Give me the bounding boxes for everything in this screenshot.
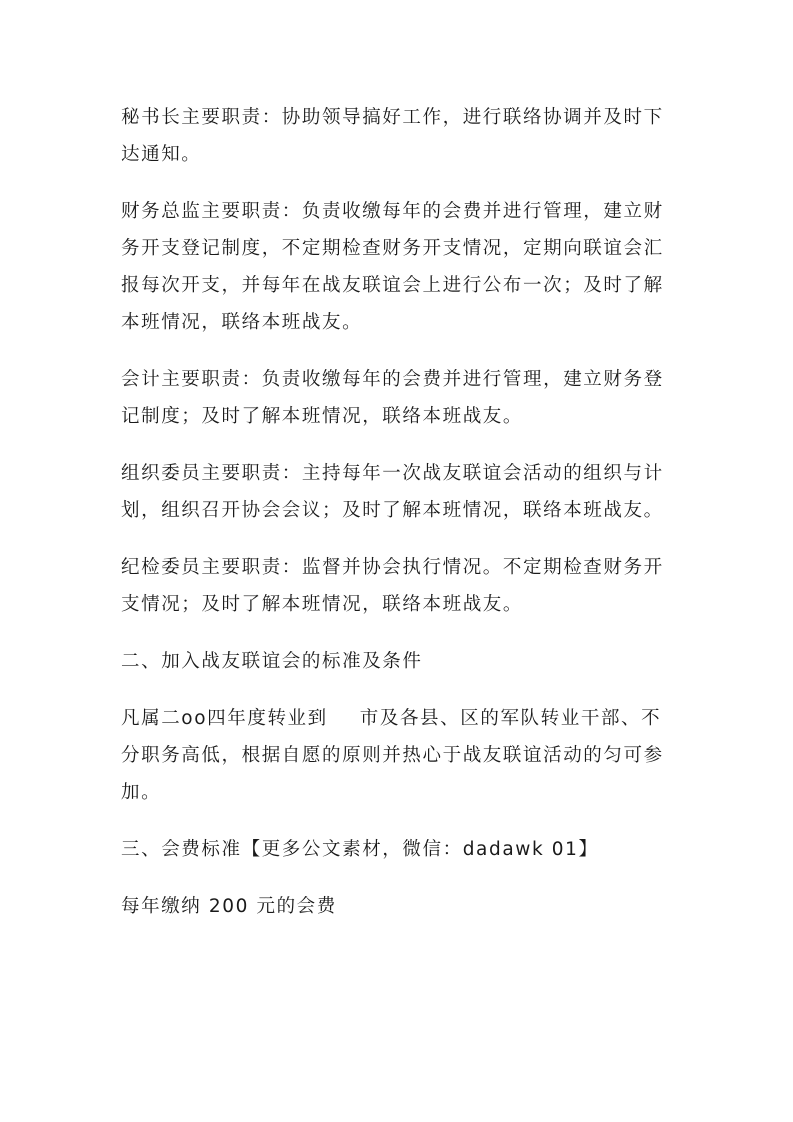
membership-eligibility-paragraph	[121, 700, 681, 811]
section-heading-membership-criteria: 二、加入战友联谊会的标准及条件	[121, 651, 423, 672]
fee-amount-paragraph: 每年缴纳 200 元的会费	[121, 896, 337, 917]
accountant-duties-paragraph: 会计主要职责：负责收缴每年的会费并进行管理，建立财务登记制度；及时了解本班情况，联络本班战友。	[121, 369, 664, 427]
finance-director-duties-paragraph: 财务总监主要职责：负责收缴每年的会费并进行管理，建立财务开支登记制度，不定期检查财务开支情况，定期向联谊会汇报每次开支，并每年在战友联谊会上进行公布一次；及时了解本班情况，联络本班战友。	[121, 201, 664, 333]
secretary-duties-paragraph: 秘书长主要职责：协助领导搞好工作，进行联络协调并及时下达通知。	[121, 107, 664, 165]
eligibility-text-start: 凡属二oo四年度转业到	[121, 708, 328, 729]
section-heading-fee-standard: 三、会费标准【更多公文素材，微信：dadawk 01】	[121, 839, 599, 860]
document-body	[121, 99, 681, 945]
eligibility-text-end: 市及各县、区的军队转业干部、不分职务高低，根据自愿的原则并热心于战友联谊活动的匀可参加。	[121, 708, 664, 803]
organization-committee-duties-paragraph: 组织委员主要职责：主持每年一次战友联谊会活动的组织与计划，组织召开协会会议；及时了解本班情况，联络本班战友。	[121, 463, 664, 521]
discipline-committee-duties-paragraph: 纪检委员主要职责：监督并协会执行情况。不定期检查财务开支情况；及时了解本班情况，联络本班战友。	[121, 557, 664, 615]
